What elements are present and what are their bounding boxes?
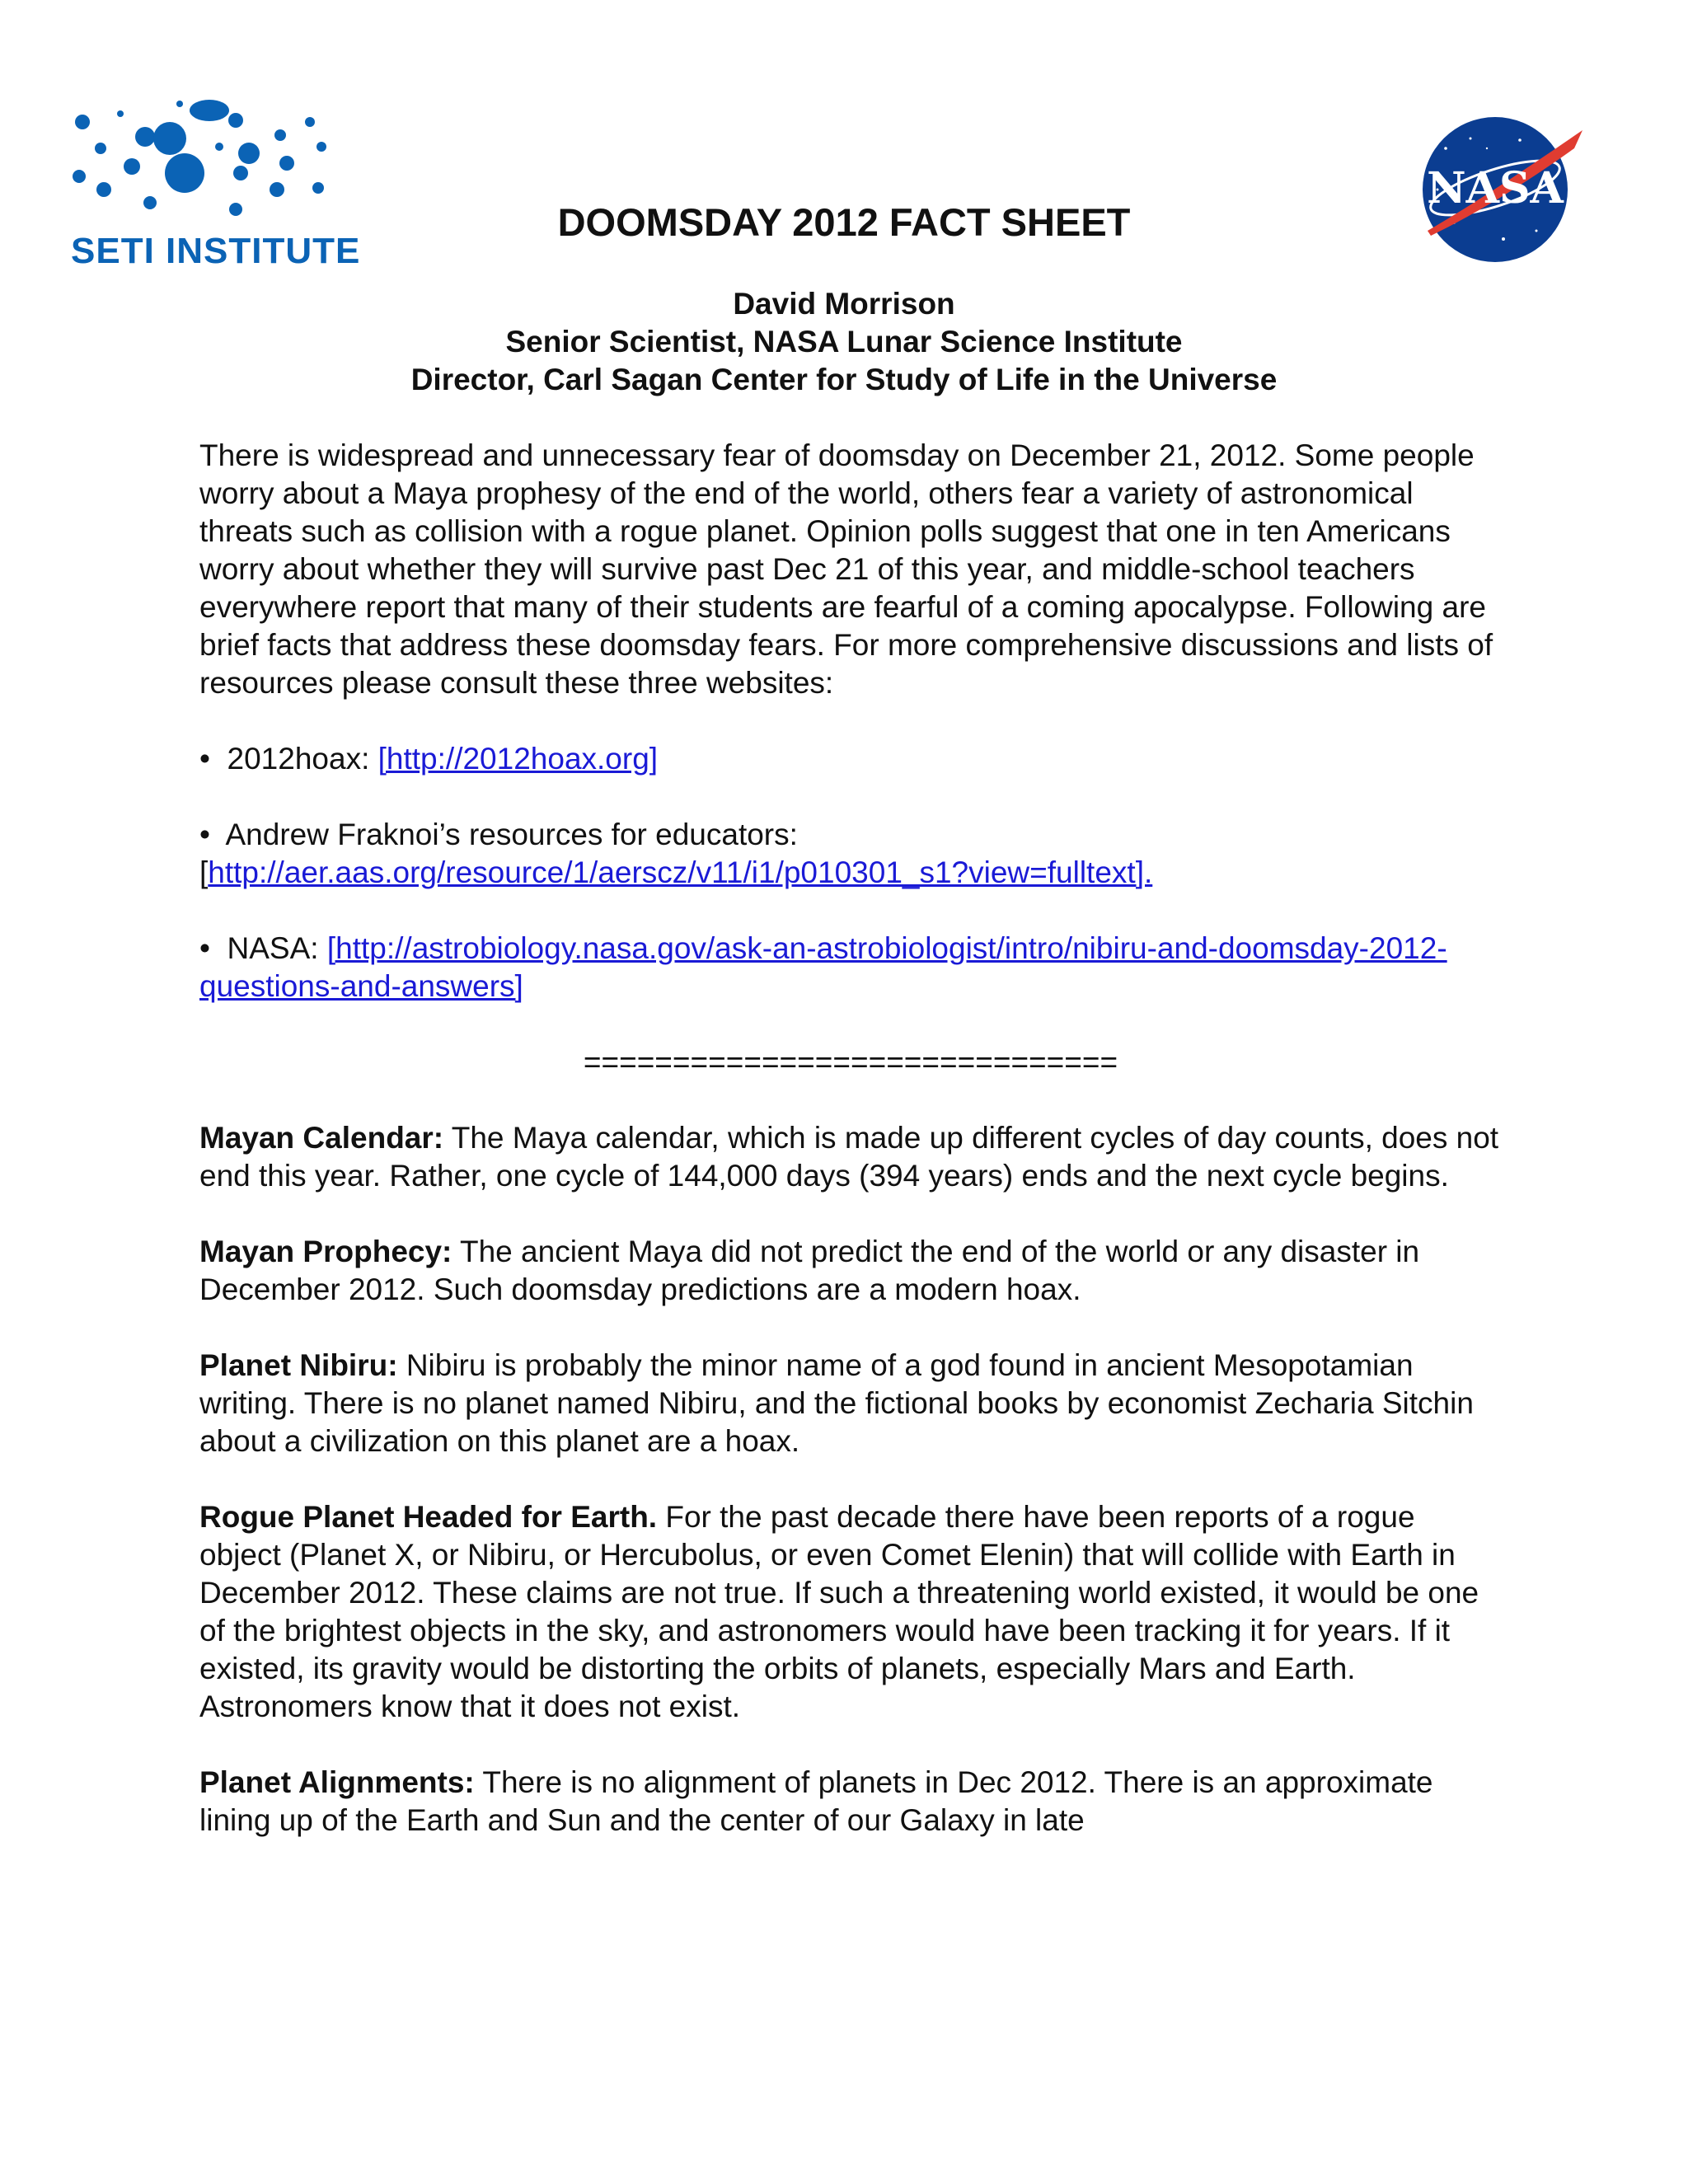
author-role-2: Director, Carl Sagan Center for Study of Life in the Universe [410,363,1278,396]
bullet: • [199,931,210,965]
fact-text: The Maya calendar, which is made up different cycles of day counts, does not end this year. Rather, one cycle of 144,000 days (394 years) ends and the next cycle begins. [199,1121,1499,1193]
fact-mayan-prophecy [199,1233,1502,1309]
fact-rogue-planet [199,1498,1502,1726]
fact-heading: Mayan Prophecy: [199,1235,452,1268]
resource-label: Andrew Fraknoi’s resources for educators: [225,818,798,851]
resource-item-2012hoax [199,740,1502,778]
fact-text: The ancient Maya did not predict the end of the world or any disaster in December 2012. Such doomsday predictions are a modern hoax. [199,1235,1420,1306]
separator-line: ============================== [583,1045,1118,1079]
link-aer-aas[interactable]: http://aer.aas.org/resource/1/aerscz/v11/i1/p010301_s1?view=fulltext]. [208,855,1153,889]
resource-label: 2012hoax: [227,742,370,776]
fact-heading: Rogue Planet Headed for Earth. [199,1500,658,1534]
link-bracket: [ [199,855,209,889]
fact-text: There is no alignment of planets in Dec 2012. There is an approximate lining up of the Earth and Sun and the center of our Galaxy in late [199,1765,1433,1837]
fact-mayan-calendar [199,1119,1502,1195]
fact-heading: Planet Alignments: [199,1765,475,1799]
fact-text: For the past decade there have been reports of a rogue object (Planet X, or Nibiru, or Hercubolus, or even Comet Elenin) that will collide with Earth in December 2012. These claims are not true. If such a threatening world existed, it would be one of the brightest objects in the sky, and astronomers would have been tracking it for years. If it existed, its gravity would be distorting the orbits of planets, especially Mars and Earth. Astronomers know that it does not exist. [199,1500,1479,1723]
fact-heading: Planet Nibiru: [199,1348,398,1382]
nasa-logo-text: NASA [1427,163,1564,213]
author-role-1: Senior Scientist, NASA Lunar Science Institute [505,325,1183,359]
seti-institute-wordmark: SETI INSTITUTE [71,231,361,271]
bullet: • [199,818,210,851]
fact-planet-nibiru [199,1347,1502,1460]
fact-text: Nibiru is probably the minor name of a god found in ancient Mesopotamian writing. There is no planet named Nibiru, and the fictional books by economist Zecharia Sitchin about a civilization on this planet are a hoax. [199,1348,1474,1458]
page-title: DOOMSDAY 2012 FACT SHEET [557,200,1131,244]
fact-heading: Mayan Calendar: [199,1121,444,1155]
link-2012hoax[interactable]: [http://2012hoax.org] [377,742,659,776]
resource-item-nasa [199,930,1502,1005]
fact-planet-alignments [199,1764,1502,1840]
author-name: David Morrison [733,287,955,321]
link-nasa-astrobiology[interactable]: [http://astrobiology.nasa.gov/ask-an-astrobiologist/intro/nibiru-and-doomsday-2012-questions-and-answers] [199,931,1447,1003]
intro-paragraph: There is widespread and unnecessary fear of doomsday on December 21, 2012. Some people worry about a Maya prophesy of the end of the world, others fear a variety of astronomical threats such as collision with a rogue planet. Opinion polls suggest that one in ten Americans worry about whether they will survive past Dec 21 of this year, and middle-school teachers everywhere report that many of their students are fearful of a coming apocalypse. Following are brief facts that address these doomsday fears. For more comprehensive discussions and lists of resources please consult these three websites: [199,438,1493,700]
resource-item-fraknoi [199,816,1502,892]
resource-label: NASA: [227,931,319,965]
seti-institute-logo [71,97,361,274]
document-body [199,437,1502,1877]
bullet: • [199,742,210,776]
author-block [0,285,1688,399]
